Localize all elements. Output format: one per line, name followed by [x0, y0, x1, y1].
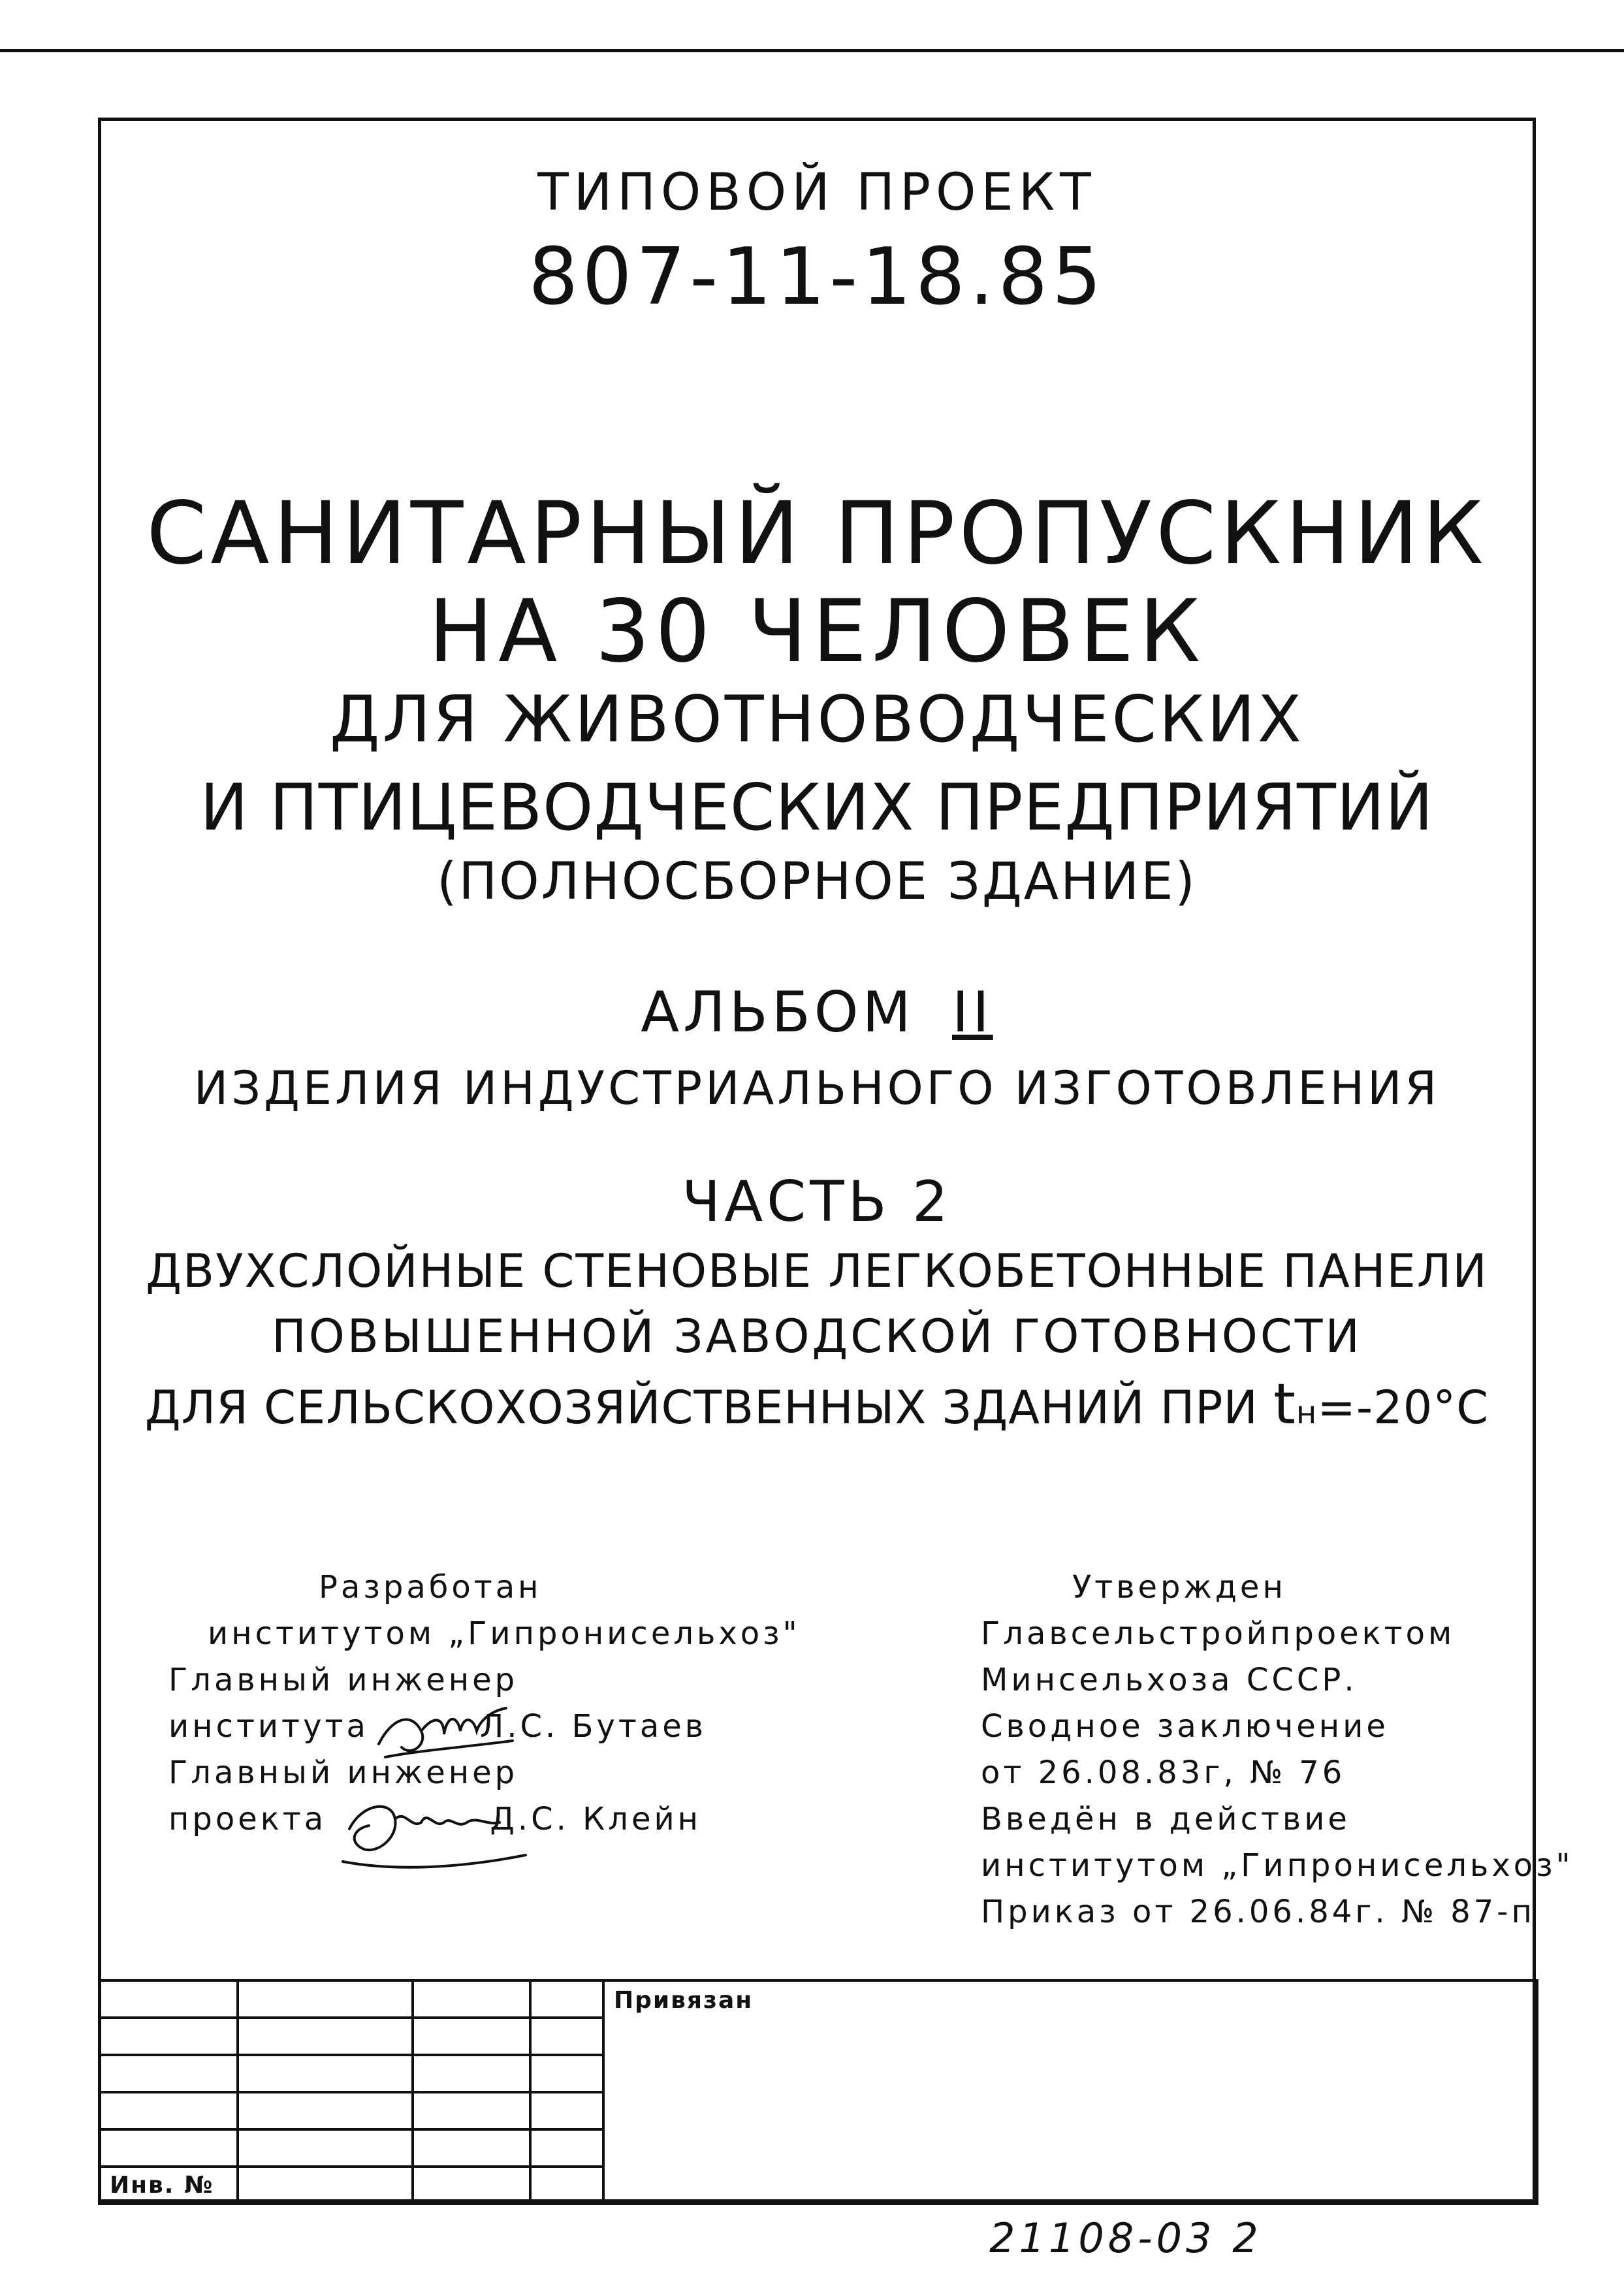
approved-line-6: институтом „Гипронисельхоз"	[981, 1847, 1574, 1884]
project-number: 807-11-18.85	[528, 232, 1106, 323]
binding-cell	[99, 2092, 238, 2129]
approved-line-7: Приказ от 26.06.84г. № 87-п	[981, 1894, 1535, 1930]
title-line-3: ДЛЯ ЖИВОТНОВОДЧЕСКИХ	[330, 683, 1304, 757]
binding-cell	[530, 2018, 603, 2055]
binding-cell	[413, 2092, 530, 2129]
binding-cell	[413, 2167, 530, 2204]
binding-cell	[238, 2167, 413, 2204]
binding-cell	[238, 1980, 413, 2018]
part-label: ЧАСТЬ 2	[682, 1169, 952, 1235]
inventory-label: Инв. №	[110, 2172, 214, 2199]
binding-table	[98, 1979, 1538, 2205]
album-heading	[98, 980, 1536, 1045]
developed-project-label: проекта	[168, 1801, 327, 1837]
title-line-2: НА 30 ЧЕЛОВЕК	[428, 581, 1206, 682]
approved-block	[981, 1564, 1574, 1935]
bound-label: Привязан	[614, 1987, 754, 2014]
approved-line-3: Сводное заключение	[981, 1708, 1389, 1745]
binding-cell	[530, 1980, 603, 2018]
document-code: 21108-03 2	[989, 2214, 1262, 2262]
part-line-1: ДВУХСЛОЙНЫЕ СТЕНОВЫЕ ЛЕГКОБЕТОННЫЕ ПАНЕЛИ	[146, 1244, 1488, 1298]
binding-area	[603, 1980, 1537, 2204]
temperature-subscript: н	[1296, 1395, 1318, 1431]
binding-cell	[413, 1980, 530, 2018]
title-line-5: (ПОЛНОСБОРНОЕ ЗДАНИЕ)	[437, 852, 1197, 911]
binding-cell	[238, 2092, 413, 2129]
binding-cell	[99, 2129, 238, 2167]
approved-line-2: Минсельхоза СССР.	[981, 1662, 1358, 1698]
approved-heading: Утвержден	[1072, 1569, 1286, 1606]
approved-line-4: от 26.08.83г, № 76	[981, 1754, 1346, 1791]
binding-cell	[413, 2018, 530, 2055]
part-line-3	[98, 1372, 1536, 1437]
approved-line-5: Введён в действие	[981, 1801, 1350, 1837]
album-subtitle: ИЗДЕЛИЯ ИНДУСТРИАЛЬНОГО ИЗГОТОВЛЕНИЯ	[193, 1061, 1441, 1115]
part-line-3-prefix: ДЛЯ СЕЛЬСКОХОЗЯЙСТВЕННЫХ ЗДАНИЙ ПРИ	[144, 1381, 1274, 1434]
binding-cell	[530, 2167, 603, 2204]
part-line-2: ПОВЫШЕННОЙ ЗАВОДСКОЙ ГОТОВНОСТИ	[272, 1310, 1362, 1363]
binding-cell	[99, 2055, 238, 2092]
developed-institute-name: Л.С. Бутаев	[480, 1708, 707, 1745]
binding-cell	[99, 1980, 238, 2018]
standard-project-label: ТИПОВОЙ ПРОЕКТ	[537, 163, 1096, 222]
temperature-symbol: t	[1273, 1372, 1296, 1437]
binding-cell	[238, 2129, 413, 2167]
approved-line-1: Главсельстройпроектом	[981, 1615, 1456, 1652]
signature-klein	[330, 1790, 539, 1881]
binding-cell	[413, 2055, 530, 2092]
binding-cell	[238, 2055, 413, 2092]
album-label: АЛЬБОМ	[641, 980, 915, 1045]
developed-chief-engineer-1: Главный инженер	[168, 1662, 518, 1698]
binding-cell	[99, 2018, 238, 2055]
title-line-4: И ПТИЦЕВОДЧЕСКИХ ПРЕДПРИЯТИЙ	[200, 771, 1434, 845]
developed-heading: Разработан	[319, 1569, 542, 1606]
inventory-cell	[99, 2167, 238, 2204]
binding-cell	[530, 2092, 603, 2129]
developed-institute-label: института	[168, 1708, 369, 1745]
top-rule	[0, 49, 1624, 52]
binding-cell	[413, 2129, 530, 2167]
signature-butaev	[366, 1695, 516, 1767]
developed-institute: институтом „Гипронисельхоз"	[208, 1615, 801, 1652]
binding-cell	[238, 2018, 413, 2055]
developed-project-name: Д.С. Клейн	[490, 1801, 702, 1837]
developed-chief-engineer-2: Главный инженер	[168, 1754, 518, 1791]
album-number: II	[952, 980, 993, 1045]
temperature-value: =-20°С	[1317, 1381, 1489, 1434]
title-line-1: САНИТАРНЫЙ ПРОПУСКНИК	[146, 483, 1488, 584]
binding-cell	[530, 2129, 603, 2167]
binding-cell	[530, 2055, 603, 2092]
